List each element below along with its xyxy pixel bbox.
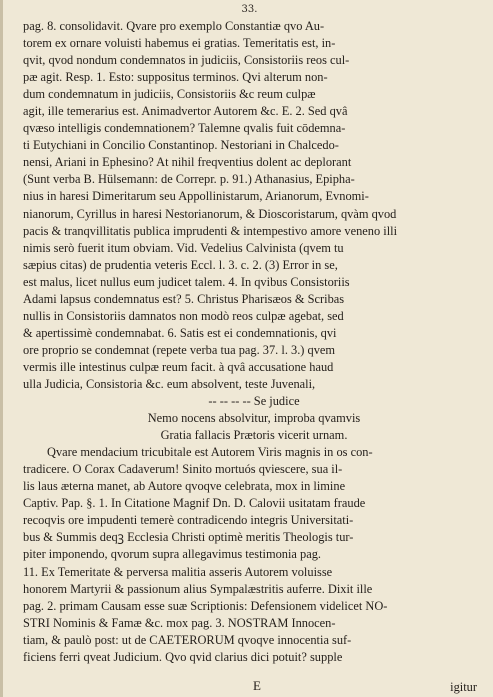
text-line: agit, ille temerarius est. Animadvertor Autorem &c. E. 2. Sed qvâ <box>23 104 348 119</box>
text-line: honorem Martyrii & passionum alius Sympalæstritis auferre. Dixit ille <box>23 581 373 596</box>
text-line: pæ agit. Resp. 1. Esto: suppositus terminos. Qvi alterum non- <box>23 70 328 85</box>
text-line: ulla Judicia, Consistoria &c. eum absolvent, teste Juvenali, <box>23 376 316 391</box>
text-line: Qvare mendacium tricubitale est Autorem Viris magnis in os con- <box>47 445 373 460</box>
body-text <box>23 18 485 666</box>
text-line: pacis & tranqvillitatis publica imprudenti & intempestivo amore veneno illi <box>23 223 398 238</box>
text-line: bus & Summis deqꝫ Ecclesia Christi optimè meritis Theologis tur- <box>23 530 354 545</box>
text-line: lis laus æterna manet, ab Autore qvoqve celebrata, mox in limine <box>23 479 346 494</box>
text-line: tiam, & paulò post: ut de CAETERORUM qvoqve innocentia suf- <box>23 632 352 647</box>
text-line: Nemo nocens absolvitur, improba qvamvis <box>147 411 361 426</box>
text-line: 11. Ex Temeritate & perversa malitia asseris Autorem voluisse <box>23 564 333 579</box>
text-line: nullis in Consistoriis damnatos non modò reos culpæ agebat, sed <box>23 308 344 323</box>
text-line: & apertissimè condemnabat. 6. Satis est ei condemnationis, qvi <box>23 325 337 340</box>
text-line: nianorum, Cyrillus in haresi Nestorianorum, & Dioscoristarum, qvàm qvod <box>23 206 397 221</box>
text-line: qvæso intelligis condemnationem? Talemne qvalis fuit cōdemna- <box>23 121 346 136</box>
text-line: pag. 8. consolidavit. Qvare pro exemplo Constantiæ qvo Au- <box>23 19 325 33</box>
page-number: 33. <box>241 4 258 15</box>
text-line: qvit, qvod nondum condemnatos in judiciis, Consistoriis reos cul- <box>23 53 350 68</box>
catchword: igitur <box>450 680 477 694</box>
text-line: tradicere. O Corax Cadaverum! Sinito mortuós qviescere, sua il- <box>23 462 343 477</box>
text-line: dum condemnatum in judiciis, Consistoriis &c reum culpæ <box>23 87 316 102</box>
text-line: nensi, Ariani in Ephesino? At nihil freqventius dolent ac deplorant <box>23 155 352 170</box>
text-line: ti Eutychiani in Concilio Constantinop. Nestoriani in Chalcedo- <box>23 138 339 153</box>
text-line: piter imponendo, qvorum supra allegavimus testimonia pag. <box>23 547 322 562</box>
text-line: nimis serò fuerit itum obviam. Vid. Vedelius Calvinista (qvem tu <box>23 240 344 255</box>
text-line: -- -- -- -- Se judice <box>208 394 300 409</box>
text-line: sæpius citas) de prudentia veteris Eccl. l. 3. c. 2. (3) Error in se, <box>23 257 338 272</box>
signature-mark: E <box>253 678 261 693</box>
text-line: (Sunt verba B. Hülsemann: de Correpr. p. 91.) Athanasius, Epipha- <box>23 172 355 187</box>
text-line: est malus, licet nullus eum judicet talem. 4. In qvibus Consistoriis <box>23 274 350 289</box>
text-line: STRI Nominis & Famæ &c. mox pag. 3. NOSTRAM Innocen- <box>23 615 336 630</box>
text-line: ficiens ferri qveat Judicium. Qvo qvid clarius dici potuit? supple <box>23 649 343 664</box>
text-line: ore proprio se condemnat (repete verba tua pag. 37. l. 3.) qvem <box>23 342 336 357</box>
text-line: Captiv. Pap. §. 1. In Citatione Magnif Dn. D. Calovii usitatam fraude <box>23 496 366 511</box>
text-line: vermis ille intestinus culpæ reum facit. à qvâ accusatione haud <box>23 359 334 374</box>
text-line: recoqvis ore impudenti temerè contradicendo integris Universitati- <box>23 513 354 528</box>
text-line: pag. 2. primam Causam esse suæ Scriptionis: Defensionem videlicet NO- <box>23 598 388 613</box>
text-line: torem ex ornare voluisti habemus ei gratias. Temeritatis est, in- <box>23 36 336 51</box>
text-line: Adami lapsus condemnatus est? 5. Christus Pharisæos & Scribas <box>23 291 345 306</box>
text-line: nius in haresi Dimeritarum seu Appollinistarum, Arianorum, Evnomi- <box>23 189 369 204</box>
text-line: Gratia fallacis Prætoris vicerit urnam. <box>160 428 348 443</box>
page-footer <box>23 680 485 696</box>
